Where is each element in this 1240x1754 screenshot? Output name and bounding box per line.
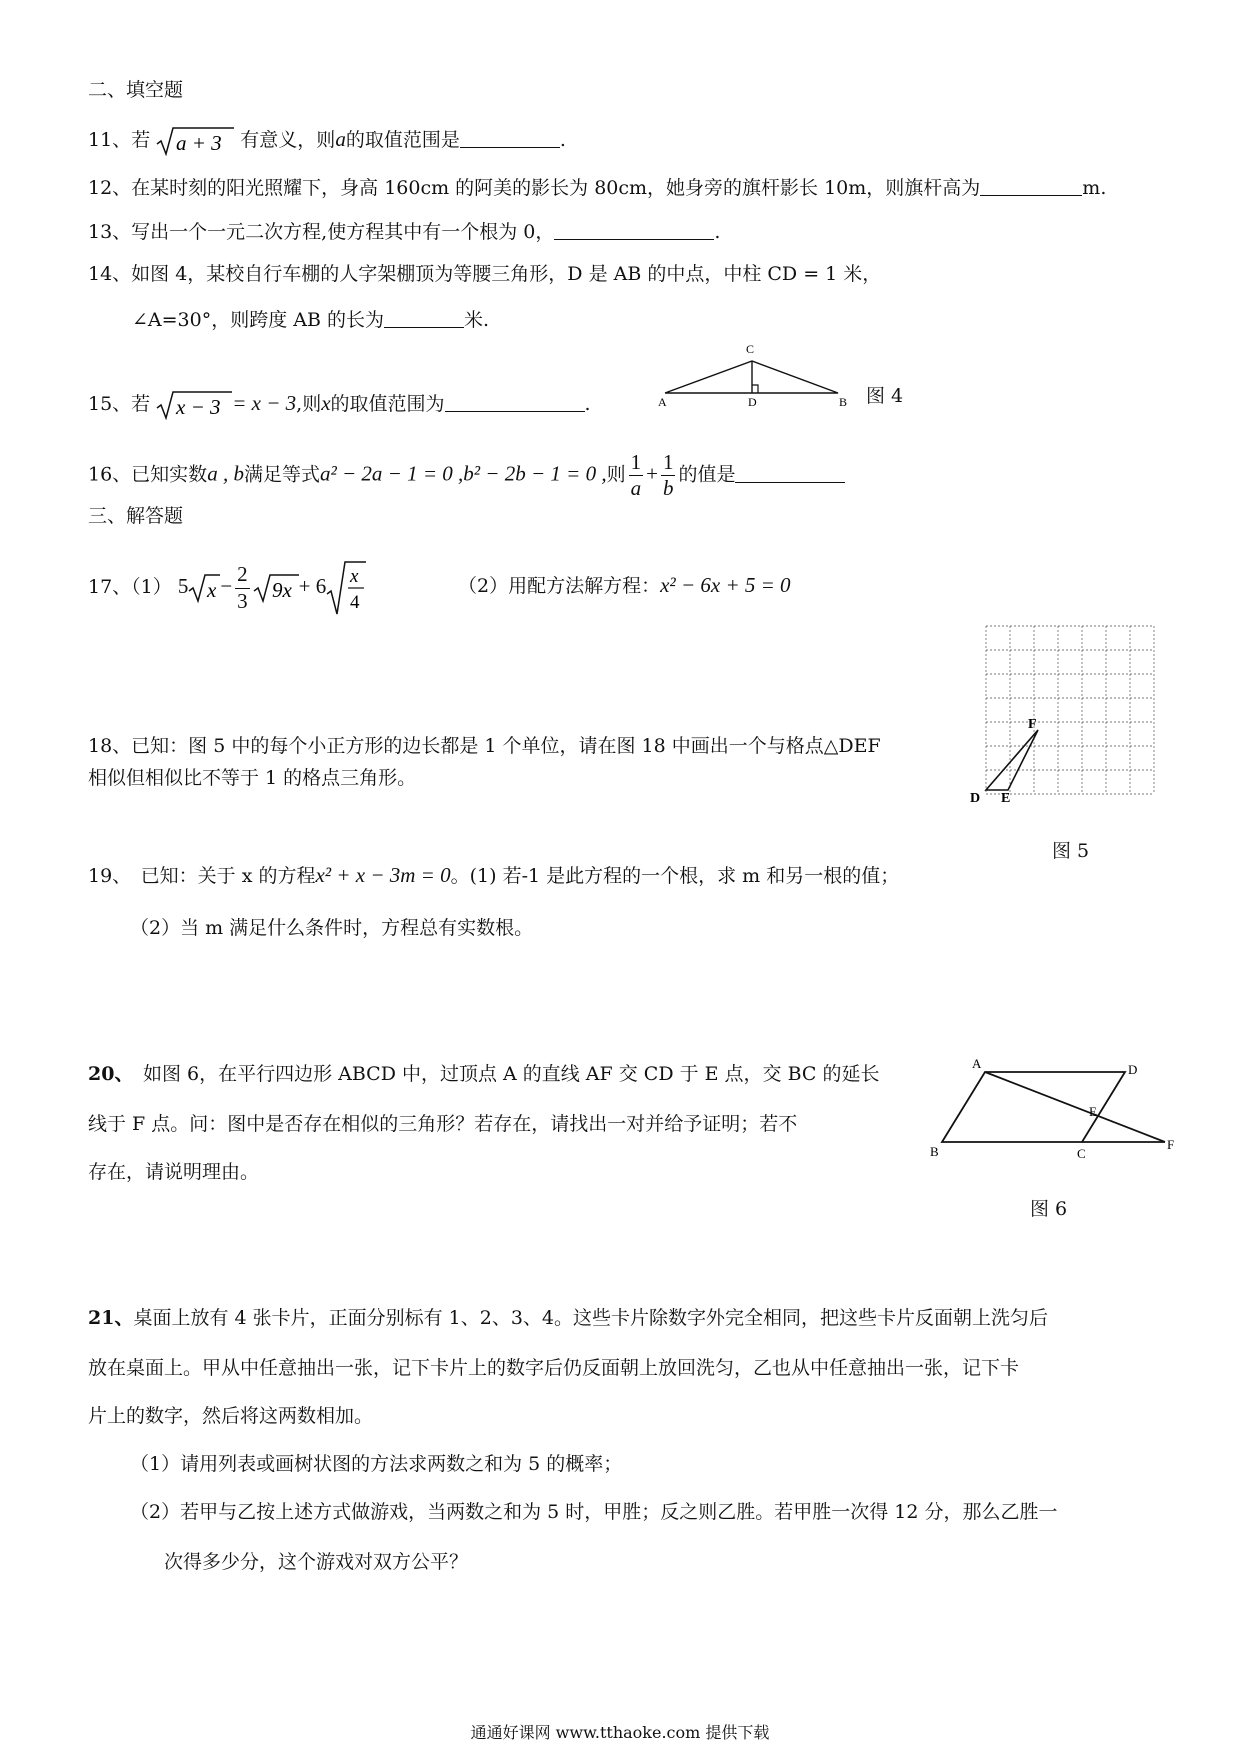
- svg-text:x: x: [350, 566, 359, 587]
- question-17-part2: [458, 572, 791, 599]
- fig5-triangle-def: [986, 730, 1038, 790]
- section-heading-solve: 三、解答题: [88, 505, 184, 527]
- q11-radicand: a + 3: [176, 131, 222, 156]
- q15-radicand: x − 3: [176, 395, 221, 420]
- q16-eq2: b² − 2b − 1 = 0 ,: [463, 461, 607, 486]
- figure-5-grid: [970, 622, 1155, 802]
- q13-answer-blank[interactable]: [554, 218, 714, 240]
- q16-answer-blank[interactable]: [735, 461, 845, 483]
- q17-part2-equation: x² − 6x + 5 = 0: [660, 573, 791, 597]
- question-19: [88, 862, 899, 889]
- figure-4-caption: 图 4: [866, 385, 904, 407]
- q15-number: 15、若: [88, 393, 151, 416]
- question-21-line3: 片上的数字，然后将这两数相加。: [88, 1405, 374, 1427]
- q19-pre: 19、 已知：关于 x 的方程: [88, 865, 316, 887]
- q16-vars: a , b: [207, 461, 244, 486]
- fig6-line-af: [985, 1072, 1165, 1142]
- q11-answer-blank[interactable]: [460, 126, 560, 148]
- radical-sign-icon: [253, 573, 299, 603]
- radical-sign-icon: [326, 560, 366, 616]
- q14-unit: 米.: [464, 308, 490, 331]
- section-heading-fill: 二、填空题: [88, 79, 184, 101]
- svg-text:4: 4: [350, 592, 360, 613]
- q17-minus: −: [220, 574, 233, 598]
- q15-sqrt: [156, 390, 232, 420]
- q14-answer-blank[interactable]: [384, 306, 464, 328]
- q11-var: a: [335, 127, 346, 152]
- question-21-part2-cont: 次得多少分，这个游戏对双方公平？: [164, 1551, 469, 1573]
- fig5-grid-lines: [986, 626, 1154, 794]
- q15-var: x: [321, 391, 331, 416]
- figure-6-parallelogram: [925, 1052, 1180, 1162]
- fig5-label-e: E: [1001, 791, 1011, 802]
- question-20-line3: 存在，请说明理由。: [88, 1161, 260, 1183]
- radical-sign-icon: [156, 390, 232, 420]
- q12-unit: m.: [1082, 176, 1107, 199]
- fig5-label-f: F: [1028, 717, 1037, 732]
- fig4-label-d: D: [748, 395, 757, 409]
- fig6-label-f: F: [1167, 1137, 1175, 1152]
- fig6-label-a: A: [972, 1056, 982, 1071]
- fig6-label-e: E: [1089, 1104, 1097, 1119]
- q20-number: 20、: [88, 1063, 124, 1085]
- q16-then: 则: [606, 463, 626, 486]
- q11-post: 的取值范围是: [345, 129, 460, 152]
- q17-coef-5: 5: [177, 574, 189, 598]
- q13-end: .: [714, 220, 721, 243]
- question-21-part2: （2）若甲与乙按上述方式做游戏，当两数之和为 5 时，甲胜；反之则乙胜。若甲胜一次得 12 分，那么乙胜一: [130, 1501, 1058, 1523]
- q16-mid: 满足等式: [243, 463, 320, 486]
- q11-end: .: [559, 129, 566, 152]
- question-18-line2: 相似但相似比不等于 1 的格点三角形。: [88, 767, 417, 789]
- q16-frac-2: $\frac{1}{b}$: [662, 450, 674, 501]
- q12-text: 12、在某时刻的阳光照耀下，身高 160cm 的阿美的影长为 80cm，她身旁的旗杆影长 10m，则旗杆高为: [88, 176, 981, 199]
- question-17: [88, 560, 366, 616]
- q17-plus-6: + 6: [298, 574, 327, 598]
- figure-4-triangle: [655, 340, 855, 410]
- fig6-label-b: B: [930, 1144, 939, 1159]
- q19-post: 。(1) 若-1 是此方程的一个根，求 m 和另一根的值；: [450, 865, 900, 887]
- question-19-line2: （2）当 m 满足什么条件时，方程总有实数根。: [130, 917, 534, 939]
- fig5-label-d: D: [970, 791, 981, 802]
- question-14-line2: [132, 306, 489, 333]
- question-21-line2: 放在桌面上。甲从中任意抽出一张，记下卡片上的数字后仍反面朝上放回洗匀，乙也从中任意抽出一张，记下卡: [88, 1357, 1020, 1379]
- q19-equation: x² + x − 3m = 0: [315, 863, 451, 887]
- q17-sqrt-9x: [253, 573, 299, 603]
- fig6-label-d: D: [1128, 1062, 1138, 1077]
- question-13: [88, 218, 720, 245]
- q15-answer-blank[interactable]: [445, 390, 585, 412]
- q15-mid: ,则: [296, 393, 322, 416]
- q11-sqrt: [156, 126, 234, 156]
- q15-end: .: [584, 393, 591, 416]
- figure-6-caption: 图 6: [1030, 1198, 1068, 1220]
- q16-post: 的值是: [678, 463, 736, 486]
- q11-mid: 有意义，则: [240, 129, 336, 152]
- q16-eq1: a² − 2a − 1 = 0 ,: [319, 461, 464, 486]
- q17-sqrt-frac: [326, 560, 366, 616]
- q13-text: 13、写出一个一元二次方程,使方程其中有一个根为 0，: [88, 220, 555, 243]
- question-12: [88, 174, 1106, 201]
- question-18-line1: 18、已知：图 5 中的每个小正方形的边长都是 1 个单位，请在图 18 中画出一个与格点△DEF: [88, 735, 881, 757]
- fig4-right-angle-mark: [752, 385, 758, 393]
- radical-sign-icon: [156, 126, 234, 156]
- figure-5-caption: 图 5: [1052, 840, 1090, 862]
- question-21-part1: （1）请用列表或画树状图的方法求两数之和为 5 的概率；: [130, 1453, 623, 1475]
- q11-number: 11、: [88, 129, 132, 152]
- q17-sqrt-x: [188, 573, 220, 603]
- question-15: [88, 390, 591, 420]
- q17-frac: $\frac{2}{3}$: [237, 562, 248, 613]
- question-16: [88, 450, 845, 501]
- q20-line1-text: 如图 6，在平行四边形 ABCD 中，过顶点 A 的直线 AF 交 CD 于 E 点，交 BC 的延长: [123, 1063, 880, 1085]
- question-11: [88, 126, 566, 156]
- q21-number: 21、: [88, 1307, 134, 1329]
- q15-equation: = x − 3: [232, 391, 297, 416]
- q16-pre: 16、已知实数: [88, 463, 208, 486]
- q16-plus: +: [646, 461, 658, 486]
- q21-line1-text: 桌面上放有 4 张卡片，正面分别标有 1、2、3、4。这些卡片除数字外完全相同，把这些卡片反面朝上洗匀后: [133, 1307, 1049, 1329]
- question-14-line1: 14、如图 4，某校自行车棚的人字架棚顶为等腰三角形，D 是 AB 的中点，中柱 CD = 1 米，: [88, 263, 882, 285]
- svg-text:x: x: [207, 578, 217, 602]
- fig4-label-c: C: [746, 342, 755, 356]
- q15-post: 的取值范围为: [330, 393, 445, 416]
- svg-text:9x: 9x: [271, 578, 292, 602]
- question-21-line1: [88, 1306, 1048, 1331]
- q11-pre: 若: [131, 129, 151, 152]
- question-20-line2: 线于 F 点。问：图中是否存在相似的三角形？若存在，请找出一对并给予证明；若不: [88, 1113, 798, 1135]
- fig4-label-a: A: [658, 395, 667, 409]
- page-footer: 通通好课网 www.tthaoke.com 提供下载: [470, 1723, 770, 1742]
- fig6-label-c: C: [1077, 1146, 1086, 1161]
- q16-frac-1: $\frac{1}{a}$: [630, 450, 642, 501]
- fig4-label-b: B: [839, 395, 848, 409]
- fig6-parallelogram-abcd: [942, 1072, 1125, 1142]
- q17-part2-label: （2）用配方法解方程：: [458, 575, 661, 597]
- radical-sign-icon: [188, 573, 220, 603]
- q12-answer-blank[interactable]: [980, 174, 1082, 196]
- q14-line2-pre: ∠A=30°，则跨度 AB 的长为: [132, 308, 385, 331]
- question-20-line1: [88, 1062, 879, 1087]
- q17-number: 17、（1）: [88, 576, 172, 598]
